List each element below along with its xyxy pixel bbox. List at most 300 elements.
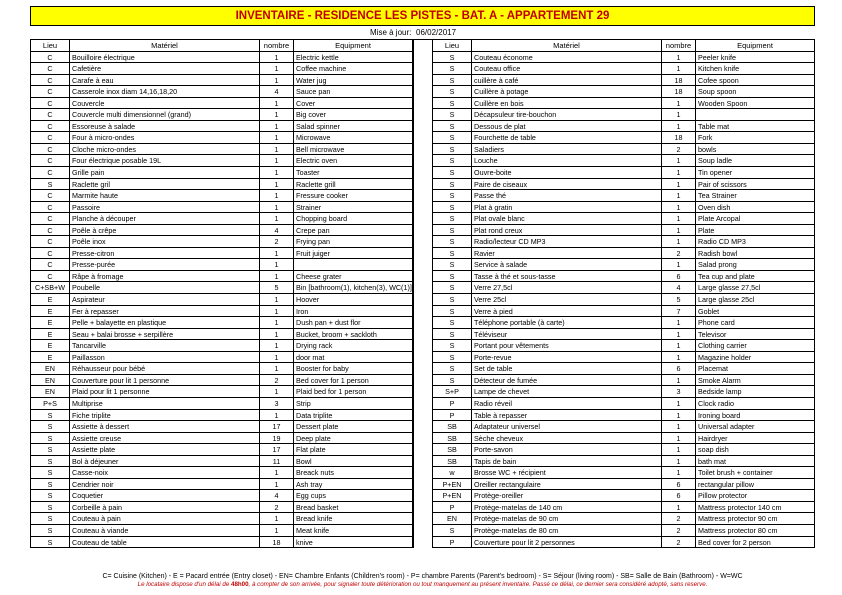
nombre-cell: 1 (662, 340, 696, 352)
table-row (433, 537, 815, 549)
table-row (31, 340, 413, 352)
lieu-cell: S (433, 86, 472, 98)
table-row (433, 121, 815, 133)
equipment-cell: Frying pan (294, 236, 413, 248)
materiel-cell: Passoire (70, 202, 260, 214)
lieu-cell: S (433, 52, 472, 64)
notice-deadline: 48h00 (231, 581, 249, 588)
update-date (30, 26, 815, 39)
nombre-cell: 1 (260, 167, 294, 179)
materiel-cell: Couteau office (472, 63, 662, 75)
equipment-cell: Ironing board (696, 410, 815, 422)
nombre-cell: 2 (260, 375, 294, 387)
table-row (31, 352, 413, 364)
equipment-cell: Mattress protector 80 cm (696, 525, 815, 537)
nombre-cell: 1 (662, 63, 696, 75)
materiel-cell: Service à salade (472, 259, 662, 271)
table-body-right (433, 52, 815, 549)
header-equipment: Equipment (294, 40, 413, 52)
lieu-cell: S (31, 525, 70, 537)
nombre-cell: 6 (662, 363, 696, 375)
table-row (433, 109, 815, 121)
table-row (433, 513, 815, 525)
materiel-cell: Brosse WC + récipient (472, 467, 662, 479)
nombre-cell: 1 (260, 98, 294, 110)
lieu-cell: P+EN (433, 490, 472, 502)
nombre-cell: 1 (662, 155, 696, 167)
equipment-cell: Strip (294, 398, 413, 410)
equipment-cell: Raclette grill (294, 179, 413, 191)
materiel-cell: Lampe de chevet (472, 386, 662, 398)
materiel-cell: Tapis de bain (472, 456, 662, 468)
materiel-cell: Ravier (472, 248, 662, 260)
nombre-cell: 17 (260, 421, 294, 433)
lieu-cell: C (31, 121, 70, 133)
update-date-label: Mise à jour: (370, 28, 412, 37)
table-row (433, 225, 815, 237)
table-row (433, 479, 815, 491)
nombre-cell: 4 (260, 490, 294, 502)
lieu-cell: P (433, 398, 472, 410)
page-title: INVENTAIRE - RESIDENCE LES PISTES - BAT. A - APPARTEMENT 29 (30, 6, 815, 26)
nombre-cell: 1 (260, 144, 294, 156)
table-row (31, 179, 413, 191)
table-row (433, 248, 815, 260)
materiel-cell: Cuillère en bois (472, 98, 662, 110)
nombre-cell: 1 (260, 410, 294, 422)
lieu-cell: S (433, 259, 472, 271)
materiel-cell: Bouilloire électrique (70, 52, 260, 64)
table-row (31, 433, 413, 445)
equipment-cell: Crepe pan (294, 225, 413, 237)
materiel-cell: Couteau à pain (70, 513, 260, 525)
column-separator (413, 40, 433, 548)
equipment-cell: Pair of scissors (696, 179, 815, 191)
lieu-cell: C (31, 155, 70, 167)
nombre-cell: 1 (662, 213, 696, 225)
lieu-cell: S (433, 271, 472, 283)
table-row (31, 282, 413, 294)
table-row (433, 144, 815, 156)
materiel-cell: Portant pour vêtements (472, 340, 662, 352)
materiel-cell: Poubelle (70, 282, 260, 294)
nombre-cell: 1 (662, 329, 696, 341)
lieu-cell: C (31, 236, 70, 248)
lieu-cell: E (31, 306, 70, 318)
table-row (31, 317, 413, 329)
nombre-cell: 2 (662, 248, 696, 260)
lieu-cell: S (433, 202, 472, 214)
lieu-cell: S (433, 363, 472, 375)
nombre-cell: 1 (662, 444, 696, 456)
materiel-cell: Couverture pour lit 2 personnes (472, 537, 662, 549)
nombre-cell: 2 (260, 236, 294, 248)
materiel-cell: Couteau à viande (70, 525, 260, 537)
nombre-cell: 1 (662, 179, 696, 191)
inventory-table-left (31, 40, 413, 548)
lieu-cell: S (433, 121, 472, 133)
nombre-cell: 1 (260, 132, 294, 144)
nombre-cell: 1 (260, 63, 294, 75)
lieu-cell: C (31, 213, 70, 225)
nombre-cell: 4 (662, 282, 696, 294)
materiel-cell: Carafe à eau (70, 75, 260, 87)
table-row (31, 306, 413, 318)
equipment-cell: Clock radio (696, 398, 815, 410)
lieu-cell: C (31, 248, 70, 260)
nombre-cell: 1 (662, 109, 696, 121)
lieu-cell: C (31, 190, 70, 202)
materiel-cell: Assiette plate (70, 444, 260, 456)
lieu-cell: S (31, 502, 70, 514)
equipment-cell: door mat (294, 352, 413, 364)
lieu-cell: S (31, 490, 70, 502)
lieu-cell: S (31, 537, 70, 549)
equipment-cell: Bin [bathroom(1), kitchen(3), WC(1)] (296, 283, 412, 293)
table-row (433, 410, 815, 422)
materiel-cell: Adaptateur universel (472, 421, 662, 433)
nombre-cell: 1 (662, 121, 696, 133)
nombre-cell: 11 (260, 456, 294, 468)
equipment-cell: Fork (696, 132, 815, 144)
nombre-cell: 1 (260, 202, 294, 214)
table-row (31, 525, 413, 537)
lieu-cell: S (433, 352, 472, 364)
equipment-cell: Plate (696, 225, 815, 237)
table-row (31, 63, 413, 75)
table-row (433, 352, 815, 364)
materiel-cell: Fourchette de table (472, 132, 662, 144)
nombre-cell: 1 (662, 167, 696, 179)
nombre-cell: 2 (260, 502, 294, 514)
table-row (31, 98, 413, 110)
nombre-cell: 1 (662, 52, 696, 64)
nombre-cell: 1 (260, 479, 294, 491)
nombre-cell: 2 (662, 513, 696, 525)
table-row (433, 86, 815, 98)
table-row (433, 386, 815, 398)
materiel-cell: Verre 25cl (472, 294, 662, 306)
equipment-cell: Soup spoon (696, 86, 815, 98)
table-row (31, 144, 413, 156)
lieu-cell: S (433, 248, 472, 260)
table-row (31, 202, 413, 214)
header-materiel: Matériel (472, 40, 662, 52)
lieu-cell: SB (433, 433, 472, 445)
lieu-cell: S (31, 433, 70, 445)
lieu-cell: C (31, 109, 70, 121)
materiel-cell: Bol à déjeuner (70, 456, 260, 468)
header-equipment: Equipment (696, 40, 815, 52)
equipment-cell: Plate Arcopal (696, 213, 815, 225)
materiel-cell: Grille pain (70, 167, 260, 179)
materiel-cell: Poêle inox (70, 236, 260, 248)
table-row (433, 490, 815, 502)
nombre-cell: 1 (662, 502, 696, 514)
nombre-cell: 17 (260, 444, 294, 456)
table-row (433, 52, 815, 64)
nombre-cell: 2 (662, 525, 696, 537)
materiel-cell: Protège-matelas de 90 cm (472, 513, 662, 525)
equipment-cell: Booster for baby (294, 363, 413, 375)
lieu-cell: S (31, 444, 70, 456)
equipment-cell: Data triplite (294, 410, 413, 422)
table-row (31, 456, 413, 468)
table-row (433, 294, 815, 306)
lieu-cell: S (31, 410, 70, 422)
nombre-cell: 1 (260, 352, 294, 364)
inventory-sheet (30, 6, 815, 548)
lieu-cell: EN (31, 363, 70, 375)
equipment-cell: rectangular pillow (696, 479, 815, 491)
table-row (433, 179, 815, 191)
lieu-cell: S (31, 479, 70, 491)
materiel-cell: Protège-oreiller (472, 490, 662, 502)
equipment-cell: Water jug (294, 75, 413, 87)
table-row (433, 259, 815, 271)
materiel-cell: Corbeille à pain (70, 502, 260, 514)
materiel-cell: Assiette creuse (70, 433, 260, 445)
equipment-cell: Bed cover for 2 person (696, 537, 815, 549)
table-row (31, 86, 413, 98)
lieu-cell: EN (31, 375, 70, 387)
table-row (433, 306, 815, 318)
table-row (433, 132, 815, 144)
equipment-cell: Placemat (696, 363, 815, 375)
materiel-cell: Presse-purée (70, 259, 260, 271)
nombre-cell: 1 (662, 421, 696, 433)
nombre-cell: 1 (260, 317, 294, 329)
nombre-cell: 7 (662, 306, 696, 318)
tenant-notice (30, 580, 815, 589)
nombre-cell: 6 (662, 271, 696, 283)
table-row (433, 456, 815, 468)
materiel-cell: Set de table (472, 363, 662, 375)
lieu-cell: S (433, 340, 472, 352)
table-row (31, 271, 413, 283)
nombre-cell: 18 (662, 132, 696, 144)
equipment-cell: Plaid bed for 1 person (294, 386, 413, 398)
materiel-cell: Four électrique posable 19L (70, 155, 260, 167)
table-row (31, 329, 413, 341)
table-row (31, 386, 413, 398)
equipment-cell: Salad prong (696, 259, 815, 271)
nombre-cell: 1 (260, 190, 294, 202)
equipment-cell: Bread knife (294, 513, 413, 525)
materiel-cell: Radio réveil (472, 398, 662, 410)
equipment-cell: Hairdryer (696, 433, 815, 445)
materiel-cell: Pelle + balayette en plastique (70, 317, 260, 329)
lieu-cell: S (433, 225, 472, 237)
nombre-cell: 4 (260, 86, 294, 98)
materiel-cell: Casserole inox diam 14,16,18,20 (70, 86, 260, 98)
lieu-cell: S (433, 144, 472, 156)
lieu-cell: E (31, 329, 70, 341)
lieu-cell: C (31, 167, 70, 179)
nombre-cell: 1 (260, 467, 294, 479)
lieu-cell: S (433, 294, 472, 306)
equipment-cell: Dush pan + dust flor (294, 317, 413, 329)
lieu-cell: C (31, 259, 70, 271)
materiel-cell: Saladiers (472, 144, 662, 156)
equipment-cell: Fressure cooker (294, 190, 413, 202)
materiel-cell: Plat à gratin (472, 202, 662, 214)
table-row (433, 213, 815, 225)
nombre-cell: 6 (662, 479, 696, 491)
table-row (31, 167, 413, 179)
equipment-cell: Bedside lamp (696, 386, 815, 398)
inventory-table-right (433, 40, 815, 548)
materiel-cell: Oreiller rectangulaire (472, 479, 662, 491)
table-header (433, 40, 815, 52)
nombre-cell: 1 (662, 259, 696, 271)
materiel-cell: Protège-matelas de 80 cm (472, 525, 662, 537)
lieu-cell: S (433, 306, 472, 318)
table-row (31, 259, 413, 271)
nombre-cell: 1 (260, 121, 294, 133)
equipment-cell: Coffee machine (294, 63, 413, 75)
nombre-cell: 5 (662, 294, 696, 306)
equipment-cell: Large glasse 27,5cl (696, 282, 815, 294)
materiel-cell: Porte-savon (472, 444, 662, 456)
equipment-cell (294, 259, 413, 271)
nombre-cell: 1 (260, 271, 294, 283)
lieu-cell: SB (433, 444, 472, 456)
notice-text-start: Le locataire dispose d'un délai de (137, 581, 231, 588)
nombre-cell: 1 (662, 433, 696, 445)
materiel-cell: Réhausseur pour bébé (70, 363, 260, 375)
equipment-cell: Soup ladle (696, 155, 815, 167)
nombre-cell: 1 (662, 398, 696, 410)
materiel-cell: Marmite haute (70, 190, 260, 202)
table-row (31, 479, 413, 491)
equipment-cell: Universal adapter (696, 421, 815, 433)
materiel-cell: Cendrier noir (70, 479, 260, 491)
table-row (433, 236, 815, 248)
equipment-cell: Salad spinner (294, 121, 413, 133)
equipment-cell: Toaster (294, 167, 413, 179)
lieu-cell: C (31, 202, 70, 214)
materiel-cell: Plat rond creux (472, 225, 662, 237)
header-lieu: Lieu (433, 40, 472, 52)
equipment-cell: Big cover (294, 109, 413, 121)
update-date-value: 06/02/2017 (416, 28, 457, 37)
materiel-cell: Cuillère à potage (472, 86, 662, 98)
table-row (433, 398, 815, 410)
table-row (31, 155, 413, 167)
materiel-cell: Aspirateur (70, 294, 260, 306)
equipment-cell: Deep plate (294, 433, 413, 445)
table-row (31, 421, 413, 433)
equipment-cell: Sauce pan (294, 86, 413, 98)
nombre-cell: 19 (260, 433, 294, 445)
materiel-cell: Presse-citron (70, 248, 260, 260)
equipment-cell: bowls (696, 144, 815, 156)
nombre-cell: 1 (662, 317, 696, 329)
materiel-cell: Assiette à dessert (70, 421, 260, 433)
materiel-cell: Dessous de plat (472, 121, 662, 133)
lieu-cell: S (433, 236, 472, 248)
equipment-cell: Wooden Spoon (696, 98, 815, 110)
table-row (31, 537, 413, 549)
equipment-cell: knive (294, 537, 413, 549)
table-row (433, 202, 815, 214)
materiel-cell: Couverture pour lit 1 personne (70, 375, 260, 387)
notice-text-end: , à compter de son arrivée, pour signaler toute détérioration ou tout manquement au présent inventaire. Passé ce délai, ce dernier sera considéré adopté, sans reserve. (248, 581, 708, 588)
table-row (433, 167, 815, 179)
nombre-cell: 1 (662, 236, 696, 248)
lieu-cell: E (31, 317, 70, 329)
table-row (433, 282, 815, 294)
materiel-cell: Râpe à fromage (70, 271, 260, 283)
header-nombre: nombre (662, 40, 696, 52)
nombre-cell: 1 (260, 329, 294, 341)
nombre-cell: 1 (260, 340, 294, 352)
nombre-cell: 1 (260, 386, 294, 398)
lieu-cell: S (31, 467, 70, 479)
nombre-cell: 5 (260, 282, 294, 294)
equipment-cell: Table mat (696, 121, 815, 133)
header-nombre: nombre (260, 40, 294, 52)
equipment-cell: Dessert plate (294, 421, 413, 433)
materiel-cell: Coquetier (70, 490, 260, 502)
lieu-cell: C (31, 86, 70, 98)
lieu-cell: E (31, 352, 70, 364)
materiel-cell: Porte-revue (472, 352, 662, 364)
equipment-cell: Flat plate (294, 444, 413, 456)
lieu-cell: S (433, 213, 472, 225)
nombre-cell: 1 (260, 294, 294, 306)
header-materiel: Matériel (70, 40, 260, 52)
lieu-cell: S (433, 179, 472, 191)
table-row (31, 75, 413, 87)
table-row (31, 490, 413, 502)
equipment-cell: Bread basket (294, 502, 413, 514)
equipment-cell: Televisor (696, 329, 815, 341)
equipment-cell: Electric oven (294, 155, 413, 167)
nombre-cell: 1 (260, 525, 294, 537)
materiel-cell: Verre à pied (472, 306, 662, 318)
table-row (433, 190, 815, 202)
equipment-cell: Magazine holder (696, 352, 815, 364)
table-row (31, 375, 413, 387)
lieu-cell: C (31, 271, 70, 283)
table-row (31, 52, 413, 64)
materiel-cell: Couteau de table (70, 537, 260, 549)
nombre-cell: 1 (260, 179, 294, 191)
materiel-cell: Tancarville (70, 340, 260, 352)
materiel-cell: Table à repasser (472, 410, 662, 422)
table-row (433, 271, 815, 283)
table-row (433, 444, 815, 456)
table-row (31, 410, 413, 422)
nombre-cell: 1 (662, 375, 696, 387)
nombre-cell: 1 (260, 513, 294, 525)
nombre-cell: 1 (260, 213, 294, 225)
table-row (31, 294, 413, 306)
equipment-cell: Ash tray (294, 479, 413, 491)
lieu-cell: S (433, 167, 472, 179)
equipment-cell: Tea Strainer (696, 190, 815, 202)
table-row (31, 121, 413, 133)
equipment-cell: Breack nuts (294, 467, 413, 479)
equipment-cell: Chopping board (294, 213, 413, 225)
nombre-cell: 1 (260, 306, 294, 318)
table-header (31, 40, 413, 52)
lieu-cell: S (31, 421, 70, 433)
lieu-cell: C (31, 75, 70, 87)
table-row (433, 155, 815, 167)
